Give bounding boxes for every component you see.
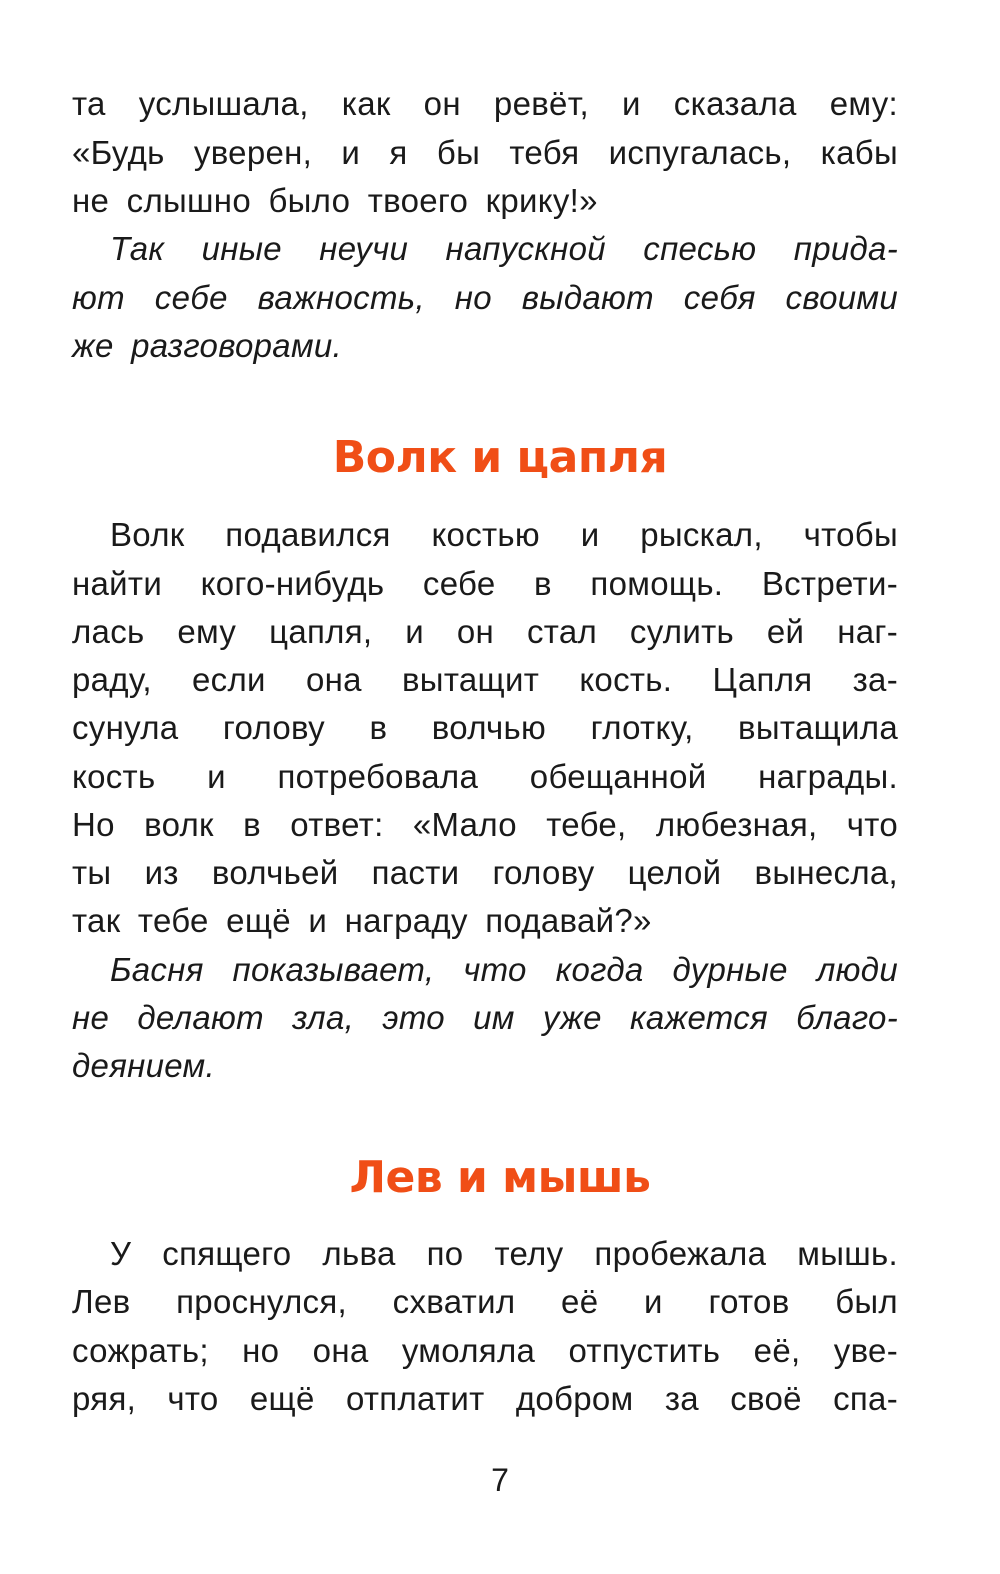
moral-line: же разговорами.	[72, 327, 343, 364]
moral-line: деянием.	[72, 1047, 215, 1084]
text-line: сунула голову в волчью глотку, вытащила	[72, 709, 898, 746]
moral-line: не делают зла, это им уже кажется благо-	[72, 999, 898, 1036]
moral-line: ют себе важность, но выдают себя своими	[72, 279, 898, 316]
text-line: не слышно было твоего крику!»	[72, 182, 598, 219]
page-number: 7	[491, 1462, 509, 1498]
moral-line: Басня показывает, что когда дурные люди	[110, 951, 898, 988]
text-line: сожрать; но она умоляла отпустить её, уве-	[72, 1332, 898, 1369]
text-line: ряя, что ещё отплатит добром за своё спа-	[72, 1380, 898, 1417]
text-line: Лев проснулся, схватил её и готов был	[72, 1283, 898, 1320]
text-line: лась ему цапля, и он стал сулить ей наг-	[72, 613, 898, 650]
text-line: Волк подавился костью и рыскал, чтобы	[110, 516, 898, 553]
text-line: «Будь уверен, и я бы тебя испугалась, кабы	[72, 134, 898, 171]
text-line: та услышала, как он ревёт, и сказала ему:	[72, 85, 898, 122]
text-line: Но волк в ответ: «Мало тебе, любезная, что	[72, 806, 898, 843]
text-line: раду, если она вытащит кость. Цапля за-	[72, 661, 898, 698]
fable-title-wolf: Волк и цапля	[332, 432, 668, 483]
text-line: ты из волчьей пасти голову целой вынесла,	[72, 854, 898, 891]
text-line: У спящего льва по телу пробежала мышь.	[110, 1235, 898, 1272]
text-line: кость и потребовала обещанной награды.	[72, 758, 898, 795]
text-line: так тебе ещё и награду подавай?»	[72, 902, 652, 939]
fable-title-lion: Лев и мышь	[349, 1152, 651, 1203]
text-line: найти кого-нибудь себе в помощь. Встрети-	[72, 565, 898, 602]
moral-line: Так иные неучи напускной спесью прида-	[110, 230, 898, 267]
